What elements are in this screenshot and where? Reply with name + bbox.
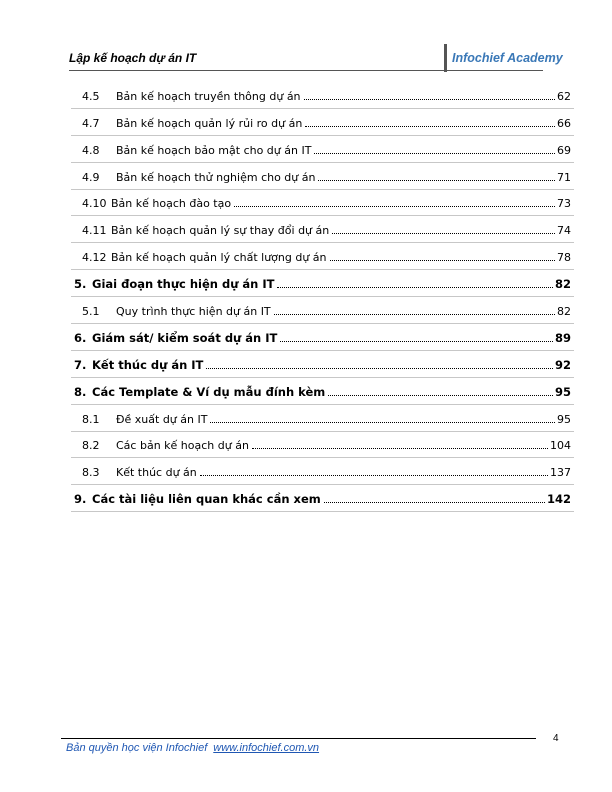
toc-entry-leader: [210, 422, 555, 423]
toc-entry-leader: [252, 448, 548, 449]
toc-entry-label: [82, 251, 327, 264]
toc-entry-title: Các tài liệu liên quan khác cần xem: [92, 492, 321, 507]
toc-entry[interactable]: [71, 190, 574, 217]
toc-entry-label: [82, 197, 231, 210]
toc-entry[interactable]: [71, 163, 574, 190]
toc-entry-page: 66: [557, 116, 571, 130]
toc-entry[interactable]: [71, 324, 574, 351]
toc-entry-page: 137: [550, 466, 571, 480]
toc-entry-label: [82, 90, 301, 103]
toc-entry-leader: [318, 180, 555, 181]
toc-entry-page: 62: [557, 89, 571, 103]
toc-entry-number: 4.12: [82, 251, 107, 265]
toc-entry-leader: [280, 341, 553, 342]
toc-entry-number: 6.: [74, 330, 87, 345]
toc-entry-number: 4.8: [82, 143, 100, 157]
toc-entry-title: Các Template & Ví dụ mẫu đính kèm: [92, 384, 326, 399]
toc-entry-number: 8.2: [82, 439, 100, 453]
toc-entry-label: [82, 144, 311, 157]
toc-entry-page: 95: [554, 384, 571, 399]
toc-entry-label: [82, 224, 329, 237]
table-of-contents: [71, 82, 574, 512]
toc-entry-leader: [330, 260, 555, 261]
toc-entry[interactable]: [71, 485, 574, 512]
toc-entry-title: Giai đoạn thực hiện dự án IT: [92, 277, 275, 292]
toc-entry-title: Bản kế hoạch quản lý sự thay đổi dự án: [111, 224, 330, 238]
toc-entry[interactable]: [71, 216, 574, 243]
toc-entry-label: [82, 305, 271, 318]
toc-entry[interactable]: [71, 136, 574, 163]
toc-entry-number: 4.9: [82, 170, 100, 184]
toc-entry-page: 95: [557, 412, 571, 426]
header-rule: [69, 70, 543, 71]
toc-entry-leader: [324, 502, 545, 503]
toc-entry[interactable]: [71, 109, 574, 136]
footer-link[interactable]: www.infochief.com.vn: [213, 742, 320, 754]
header-brand: Infochief Academy: [452, 51, 563, 65]
toc-entry-leader: [200, 475, 548, 476]
toc-entry-number: 9.: [74, 492, 87, 507]
toc-entry-label: [74, 277, 274, 291]
toc-entry-label: [74, 492, 321, 506]
toc-entry[interactable]: [71, 270, 574, 297]
toc-entry-leader: [304, 99, 555, 100]
toc-entry-title: Bản kế hoạch thử nghiệm cho dự án: [116, 170, 316, 184]
header-title: Lập kế hoạch dự án IT: [69, 51, 197, 65]
toc-entry-leader: [314, 153, 555, 154]
toc-entry-number: 5.1: [82, 305, 100, 319]
toc-entry-title: Kết thúc dự án IT: [92, 357, 204, 372]
toc-entry-number: 7.: [74, 357, 87, 372]
toc-entry-leader: [274, 314, 555, 315]
toc-entry-page: 82: [554, 277, 571, 292]
toc-entry-leader: [206, 368, 553, 369]
toc-entry-number: 4.11: [82, 224, 107, 238]
footer-copyright: Bản quyền học viện Infochief: [66, 742, 208, 754]
toc-entry-page: 104: [550, 439, 571, 453]
page-number: 4: [553, 733, 559, 744]
toc-entry-label: [82, 466, 197, 479]
toc-entry[interactable]: [71, 297, 574, 324]
toc-entry[interactable]: [71, 458, 574, 485]
toc-entry-title: Bản kế hoạch quản lý chất lượng dự án: [111, 251, 327, 265]
toc-entry-leader: [328, 395, 553, 396]
toc-entry-title: Quy trình thực hiện dự án IT: [116, 305, 271, 319]
toc-entry-label: [74, 331, 277, 345]
toc-entry[interactable]: [71, 378, 574, 405]
toc-entry-number: 8.: [74, 384, 87, 399]
toc-entry-leader: [234, 206, 555, 207]
toc-entry[interactable]: [71, 405, 574, 432]
toc-entry-number: 4.7: [82, 116, 100, 130]
toc-entry-leader: [277, 287, 553, 288]
toc-entry-label: [82, 439, 249, 452]
toc-entry-title: Bản kế hoạch đào tạo: [111, 197, 232, 211]
toc-entry-number: 8.1: [82, 412, 100, 426]
toc-entry-page: 89: [554, 330, 571, 345]
toc-entry-page: 73: [557, 197, 571, 211]
toc-entry-title: Bản kế hoạch quản lý rủi ro dự án: [116, 116, 303, 130]
toc-entry[interactable]: [71, 82, 574, 109]
toc-entry-title: Giám sát/ kiểm soát dự án IT: [92, 330, 278, 345]
footer-rule: [61, 738, 536, 739]
toc-entry-title: Bản kế hoạch bảo mật cho dự án IT: [116, 143, 312, 157]
toc-entry-number: 8.3: [82, 466, 100, 480]
toc-entry-leader: [305, 126, 555, 127]
toc-entry[interactable]: [71, 351, 574, 378]
toc-entry-title: Đề xuất dự án IT: [116, 412, 208, 426]
toc-entry-page: 82: [557, 305, 571, 319]
header-separator: [444, 44, 447, 72]
toc-entry-page: 74: [557, 224, 571, 238]
toc-entry-title: Kết thúc dự án: [116, 466, 197, 480]
toc-entry-label: [82, 171, 315, 184]
toc-entry-number: 4.10: [82, 197, 107, 211]
toc-entry-title: Bản kế hoạch truyền thông dự án: [116, 89, 301, 103]
toc-entry-number: 4.5: [82, 89, 100, 103]
toc-entry-page: 142: [546, 492, 571, 507]
toc-entry-label: [82, 117, 302, 130]
toc-entry-label: [82, 413, 207, 426]
toc-entry-label: [74, 358, 203, 372]
toc-entry-title: Các bản kế hoạch dự án: [116, 439, 249, 453]
toc-entry[interactable]: [71, 432, 574, 459]
footer: [66, 742, 319, 754]
toc-entry-leader: [332, 233, 555, 234]
toc-entry[interactable]: [71, 243, 574, 270]
toc-entry-page: 78: [557, 251, 571, 265]
toc-entry-page: 92: [554, 357, 571, 372]
toc-entry-page: 69: [557, 143, 571, 157]
toc-entry-label: [74, 385, 325, 399]
toc-entry-number: 5.: [74, 277, 87, 292]
toc-entry-page: 71: [557, 170, 571, 184]
